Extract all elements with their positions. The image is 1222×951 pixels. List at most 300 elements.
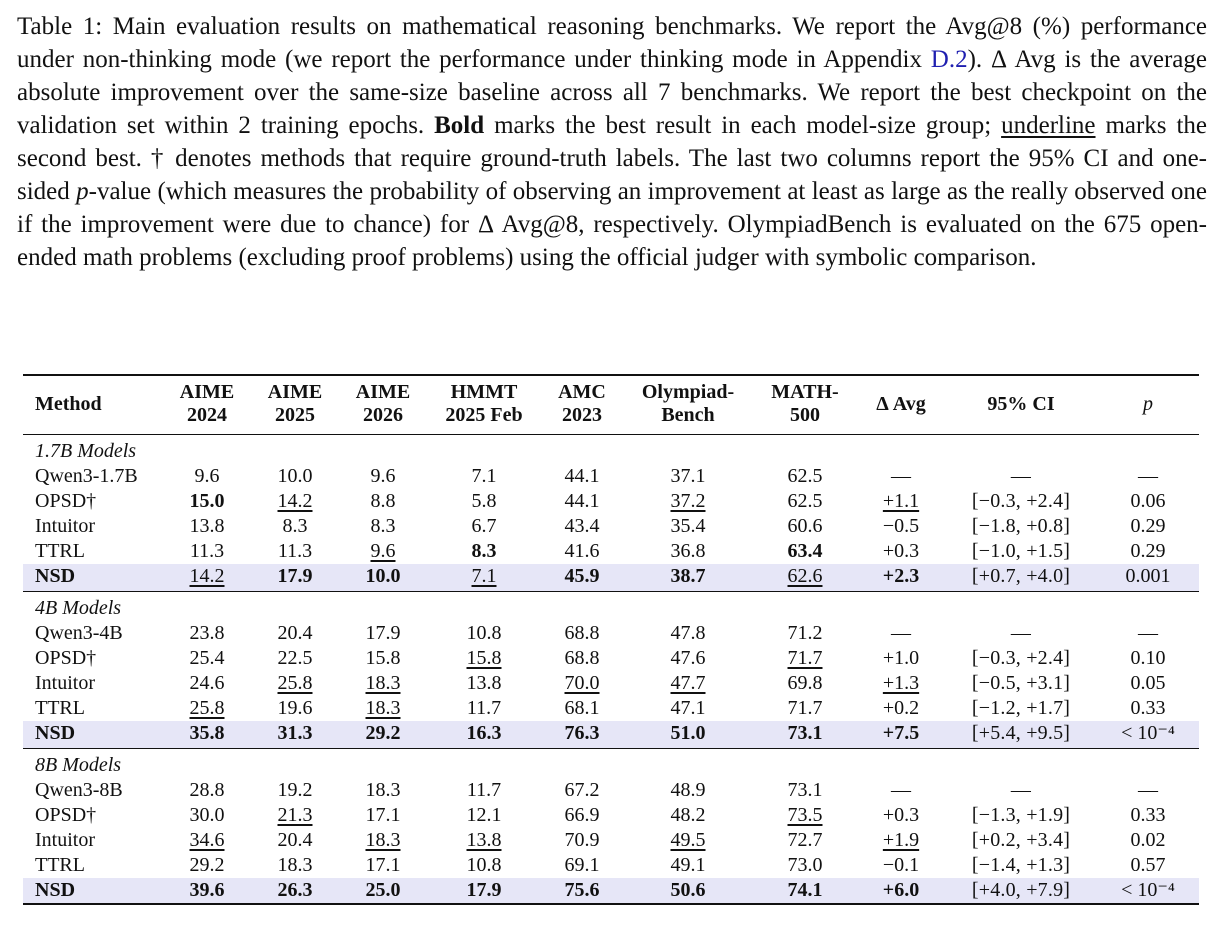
value-text: 73.1: [787, 722, 823, 744]
value-cell: [163, 489, 251, 514]
value-cell: [427, 489, 541, 514]
value-cell: [1097, 671, 1199, 696]
value-cell: [427, 778, 541, 803]
value-text: 18.3: [365, 779, 401, 801]
table-row: [23, 828, 1199, 853]
value-cell: [339, 778, 427, 803]
value-cell: [251, 671, 339, 696]
value-cell: [427, 564, 541, 592]
value-cell: [623, 853, 753, 878]
column-header: [753, 375, 857, 435]
table-row: [23, 646, 1199, 671]
value-text: 47.7: [670, 672, 706, 694]
value-text: 16.3: [466, 722, 502, 744]
value-cell: [857, 464, 945, 489]
value-text: 11.3: [277, 540, 313, 562]
value-text: 18.3: [365, 829, 401, 851]
method-cell: Intuitor: [35, 515, 95, 537]
value-cell: [163, 803, 251, 828]
group-title: 1.7B Models: [35, 440, 137, 462]
value-text: 19.2: [277, 779, 313, 801]
value-cell: [541, 721, 623, 749]
column-header-line1: 95% CI: [987, 392, 1055, 415]
group-header-row: [23, 592, 1199, 622]
value-cell: [1097, 564, 1199, 592]
value-text: —: [1010, 465, 1032, 487]
column-header: [23, 375, 163, 435]
value-cell: [339, 514, 427, 539]
value-cell: [753, 539, 857, 564]
value-cell: [945, 671, 1097, 696]
value-text: 70.9: [564, 829, 600, 851]
value-cell: [857, 489, 945, 514]
column-header-line1: AIME: [179, 381, 235, 403]
table-row: [23, 464, 1199, 489]
value-text: —: [891, 779, 911, 801]
value-text: 0.57: [1130, 854, 1166, 876]
value-text: 43.4: [564, 515, 600, 537]
value-cell: [1097, 721, 1199, 749]
value-cell: [753, 696, 857, 721]
value-text: 71.2: [787, 622, 823, 644]
value-text: 62.6: [787, 565, 823, 587]
value-cell: [753, 464, 857, 489]
value-cell: [1097, 539, 1199, 564]
value-text: 28.8: [189, 779, 225, 801]
value-text: < 10⁻⁴: [1121, 722, 1175, 744]
value-text: 63.4: [787, 540, 823, 562]
value-text: 8.3: [471, 540, 497, 562]
value-text: 37.1: [670, 465, 706, 487]
column-header: [1097, 375, 1199, 435]
value-cell: [163, 671, 251, 696]
value-cell: [541, 489, 623, 514]
value-cell: [427, 853, 541, 878]
value-cell: [339, 696, 427, 721]
column-header-line2: 2025 Feb: [445, 404, 523, 426]
value-cell: [623, 564, 753, 592]
value-cell: [753, 853, 857, 878]
value-cell: [945, 778, 1097, 803]
value-text: 0.001: [1125, 565, 1171, 587]
value-cell: [427, 671, 541, 696]
value-cell: [339, 564, 427, 592]
value-text: 47.1: [670, 697, 706, 719]
value-cell: [251, 828, 339, 853]
value-cell: [857, 621, 945, 646]
value-cell: [1097, 464, 1199, 489]
caption-text-2: ). Δ Avg is the average absolute improvement over the same-size baseline across all 7 benchmarks. We report the best checkpoint on the validation set within 2 training epochs.: [17, 46, 1207, 139]
value-text: 11.7: [466, 779, 502, 801]
value-text: —: [1010, 622, 1032, 644]
value-cell: [163, 646, 251, 671]
value-text: 70.0: [564, 672, 600, 694]
table-caption: [17, 10, 1207, 274]
table-row: [23, 853, 1199, 878]
value-cell: [339, 721, 427, 749]
group-title: 4B Models: [35, 597, 122, 619]
value-text: 48.9: [670, 779, 706, 801]
value-text: 50.6: [670, 879, 706, 901]
value-text: 18.3: [365, 672, 401, 694]
value-text: 7.1: [471, 565, 497, 587]
value-text: 5.8: [471, 490, 497, 512]
value-text: 69.8: [787, 672, 823, 694]
value-text: 30.0: [189, 804, 225, 826]
value-text: 17.1: [365, 854, 401, 876]
value-text: 0.02: [1130, 829, 1166, 851]
value-cell: [1097, 803, 1199, 828]
value-cell: [857, 721, 945, 749]
value-text: 45.9: [564, 565, 600, 587]
table-row: [23, 671, 1199, 696]
value-cell: [163, 564, 251, 592]
value-cell: [251, 539, 339, 564]
value-cell: [753, 878, 857, 904]
value-text: 44.1: [564, 465, 600, 487]
value-text: [−0.3, +2.4]: [971, 490, 1071, 512]
value-cell: [857, 514, 945, 539]
value-cell: [1097, 514, 1199, 539]
value-cell: [163, 853, 251, 878]
value-text: 68.8: [564, 647, 600, 669]
value-cell: [163, 778, 251, 803]
value-text: 36.8: [670, 540, 706, 562]
value-cell: [857, 646, 945, 671]
method-cell: NSD: [23, 564, 163, 592]
value-cell: [251, 621, 339, 646]
value-text: +1.1: [882, 490, 920, 512]
value-cell: [753, 514, 857, 539]
table-header: [23, 375, 1199, 435]
value-text: 9.6: [194, 465, 220, 487]
value-cell: [163, 464, 251, 489]
value-cell: [427, 539, 541, 564]
value-text: 11.3: [189, 540, 225, 562]
value-text: 49.1: [670, 854, 706, 876]
value-text: 8.8: [370, 490, 396, 512]
value-cell: [541, 853, 623, 878]
value-cell: [753, 828, 857, 853]
value-cell: [339, 828, 427, 853]
value-cell: [623, 621, 753, 646]
table-row: [23, 564, 1199, 592]
value-cell: [945, 646, 1097, 671]
value-cell: [1097, 696, 1199, 721]
method-cell: OPSD†: [35, 804, 97, 826]
value-text: 25.4: [189, 647, 225, 669]
method-cell: NSD: [23, 721, 163, 749]
value-text: 35.4: [670, 515, 706, 537]
value-text: [−0.3, +2.4]: [971, 647, 1071, 669]
value-text: 17.9: [466, 879, 502, 901]
value-text: [−1.2, +1.7]: [971, 697, 1071, 719]
value-text: 20.4: [277, 829, 313, 851]
value-text: 29.2: [189, 854, 225, 876]
group-title: 8B Models: [35, 754, 122, 776]
value-cell: [623, 489, 753, 514]
value-cell: [541, 621, 623, 646]
table-row: [23, 878, 1199, 904]
table-row: [23, 514, 1199, 539]
value-cell: [623, 721, 753, 749]
header-row: [23, 375, 1199, 435]
value-cell: [339, 646, 427, 671]
column-header-line2: 2026: [363, 404, 403, 426]
value-cell: [857, 671, 945, 696]
value-cell: [427, 646, 541, 671]
value-text: 0.06: [1130, 490, 1166, 512]
method-cell: Qwen3-8B: [35, 779, 123, 801]
column-header-line1: AIME: [267, 381, 323, 403]
table-row: [23, 539, 1199, 564]
table-row: [23, 803, 1199, 828]
value-cell: [623, 539, 753, 564]
value-text: +0.3: [882, 804, 920, 826]
value-cell: [1097, 646, 1199, 671]
value-text: 24.6: [189, 672, 225, 694]
value-text: 10.0: [277, 465, 313, 487]
value-cell: [623, 514, 753, 539]
column-header-line2: 2025: [275, 404, 315, 426]
value-cell: [427, 696, 541, 721]
value-cell: [251, 778, 339, 803]
value-cell: [541, 878, 623, 904]
caption-text-4: marks the second best. † denotes methods that require ground-truth labels. The last two columns report the 95% CI and one-sided: [17, 112, 1207, 205]
value-cell: [541, 564, 623, 592]
table-row: [23, 489, 1199, 514]
value-cell: [857, 564, 945, 592]
column-header-line2: 500: [790, 404, 820, 426]
value-text: 31.3: [277, 722, 313, 744]
value-text: 47.6: [670, 647, 706, 669]
value-text: 73.5: [787, 804, 823, 826]
value-cell: [163, 696, 251, 721]
value-text: 23.8: [189, 622, 225, 644]
value-cell: [945, 621, 1097, 646]
value-text: 10.8: [466, 622, 502, 644]
value-cell: [1097, 853, 1199, 878]
value-text: 68.1: [564, 697, 600, 719]
value-text: 13.8: [466, 672, 502, 694]
group-header-row: [23, 435, 1199, 465]
value-cell: [623, 464, 753, 489]
value-text: —: [1138, 465, 1158, 487]
value-text: 14.2: [189, 565, 225, 587]
value-text: 74.1: [787, 879, 823, 901]
caption-text-3: marks the best result in each model-size group;: [484, 112, 1002, 139]
value-cell: [339, 853, 427, 878]
value-cell: [339, 803, 427, 828]
column-header-line1: p: [1143, 392, 1153, 415]
value-text: 0.33: [1130, 804, 1166, 826]
value-text: +0.2: [882, 697, 920, 719]
value-cell: [251, 564, 339, 592]
method-cell: TTRL: [35, 697, 85, 719]
caption-underline-word: underline: [1001, 112, 1096, 139]
value-text: −0.1: [882, 854, 920, 876]
column-header: [623, 375, 753, 435]
table-body: [23, 435, 1199, 905]
value-text: 10.8: [466, 854, 502, 876]
value-cell: [541, 778, 623, 803]
table-row: [23, 696, 1199, 721]
value-cell: [251, 721, 339, 749]
value-text: 0.29: [1130, 515, 1166, 537]
value-cell: [427, 828, 541, 853]
value-text: [−1.3, +1.9]: [971, 804, 1071, 826]
value-text: 13.8: [189, 515, 225, 537]
value-text: 51.0: [670, 722, 706, 744]
caption-bold-word: Bold: [434, 112, 485, 139]
value-cell: [857, 539, 945, 564]
value-cell: [163, 721, 251, 749]
value-text: —: [1010, 779, 1032, 801]
caption-label: Table 1:: [17, 13, 103, 40]
value-text: 73.0: [787, 854, 823, 876]
appendix-link[interactable]: D.2: [930, 46, 968, 73]
value-text: 0.05: [1130, 672, 1166, 694]
value-cell: [1097, 489, 1199, 514]
value-text: 62.5: [787, 490, 823, 512]
value-text: 69.1: [564, 854, 600, 876]
value-cell: [753, 564, 857, 592]
value-text: 8.3: [282, 515, 308, 537]
value-text: +7.5: [882, 722, 920, 744]
value-text: 13.8: [466, 829, 502, 851]
value-cell: [339, 489, 427, 514]
value-cell: [541, 696, 623, 721]
value-cell: [1097, 878, 1199, 904]
value-cell: [541, 646, 623, 671]
value-cell: [251, 489, 339, 514]
value-cell: [163, 878, 251, 904]
value-cell: [857, 803, 945, 828]
value-cell: [623, 878, 753, 904]
method-cell: Qwen3-4B: [35, 622, 123, 644]
value-text: 76.3: [564, 722, 600, 744]
column-header: [857, 375, 945, 435]
value-cell: [857, 778, 945, 803]
value-text: 44.1: [564, 490, 600, 512]
method-cell: OPSD†: [35, 490, 97, 512]
value-text: [−0.5, +3.1]: [971, 672, 1071, 694]
method-cell: NSD: [23, 878, 163, 904]
method-cell: OPSD†: [35, 647, 97, 669]
value-text: 29.2: [365, 722, 401, 744]
value-text: 18.3: [365, 697, 401, 719]
value-text: 37.2: [670, 490, 706, 512]
value-cell: [339, 539, 427, 564]
column-header-line2: 2023: [562, 404, 602, 426]
value-cell: [251, 464, 339, 489]
value-text: 17.9: [277, 565, 313, 587]
value-text: 49.5: [670, 829, 706, 851]
value-cell: [541, 828, 623, 853]
value-cell: [541, 539, 623, 564]
column-header: [163, 375, 251, 435]
value-text: 71.7: [787, 697, 823, 719]
value-cell: [945, 878, 1097, 904]
value-text: 15.0: [189, 490, 225, 512]
value-text: +1.3: [882, 672, 920, 694]
column-header-line1: Δ Avg: [876, 392, 926, 415]
method-cell: TTRL: [35, 854, 85, 876]
value-text: 47.8: [670, 622, 706, 644]
value-cell: [753, 621, 857, 646]
value-cell: [945, 803, 1097, 828]
value-cell: [945, 564, 1097, 592]
value-cell: [251, 514, 339, 539]
column-header-line2: 2024: [187, 404, 227, 426]
value-cell: [1097, 828, 1199, 853]
value-text: 25.8: [189, 697, 225, 719]
column-header: [945, 375, 1097, 435]
value-text: < 10⁻⁴: [1121, 879, 1175, 901]
method-cell: Intuitor: [35, 672, 95, 694]
value-cell: [251, 853, 339, 878]
value-cell: [427, 464, 541, 489]
column-header-line2: Bench: [661, 404, 715, 426]
value-text: 72.7: [787, 829, 823, 851]
value-cell: [753, 721, 857, 749]
value-text: 60.6: [787, 515, 823, 537]
value-text: 73.1: [787, 779, 823, 801]
value-text: —: [1138, 779, 1158, 801]
value-text: 6.7: [471, 515, 497, 537]
value-cell: [623, 828, 753, 853]
value-text: 14.2: [277, 490, 313, 512]
value-cell: [753, 489, 857, 514]
method-cell: Intuitor: [35, 829, 95, 851]
value-text: [−1.0, +1.5]: [971, 540, 1071, 562]
caption-p-symbol: p: [76, 178, 89, 205]
value-cell: [339, 621, 427, 646]
value-cell: [945, 489, 1097, 514]
value-cell: [945, 696, 1097, 721]
value-cell: [623, 671, 753, 696]
value-text: 26.3: [277, 879, 313, 901]
value-text: 10.0: [365, 565, 401, 587]
value-cell: [541, 514, 623, 539]
value-text: 22.5: [277, 647, 313, 669]
value-cell: [427, 878, 541, 904]
value-text: [+0.7, +4.0]: [971, 565, 1071, 587]
value-cell: [163, 621, 251, 646]
value-text: 66.9: [564, 804, 600, 826]
value-cell: [339, 878, 427, 904]
value-cell: [251, 803, 339, 828]
results-table: [23, 374, 1199, 905]
value-cell: [623, 696, 753, 721]
value-text: 25.8: [277, 672, 313, 694]
value-cell: [623, 646, 753, 671]
value-cell: [1097, 621, 1199, 646]
value-text: 20.4: [277, 622, 313, 644]
value-cell: [427, 721, 541, 749]
value-text: 17.1: [365, 804, 401, 826]
value-text: 48.2: [670, 804, 706, 826]
value-text: [+0.2, +3.4]: [971, 829, 1071, 851]
value-text: 0.33: [1130, 697, 1166, 719]
value-text: 21.3: [277, 804, 313, 826]
column-header: [427, 375, 541, 435]
value-text: −0.5: [882, 515, 920, 537]
column-header-line1: AMC: [558, 381, 606, 403]
value-cell: [427, 514, 541, 539]
value-text: 35.8: [189, 722, 225, 744]
value-cell: [623, 803, 753, 828]
